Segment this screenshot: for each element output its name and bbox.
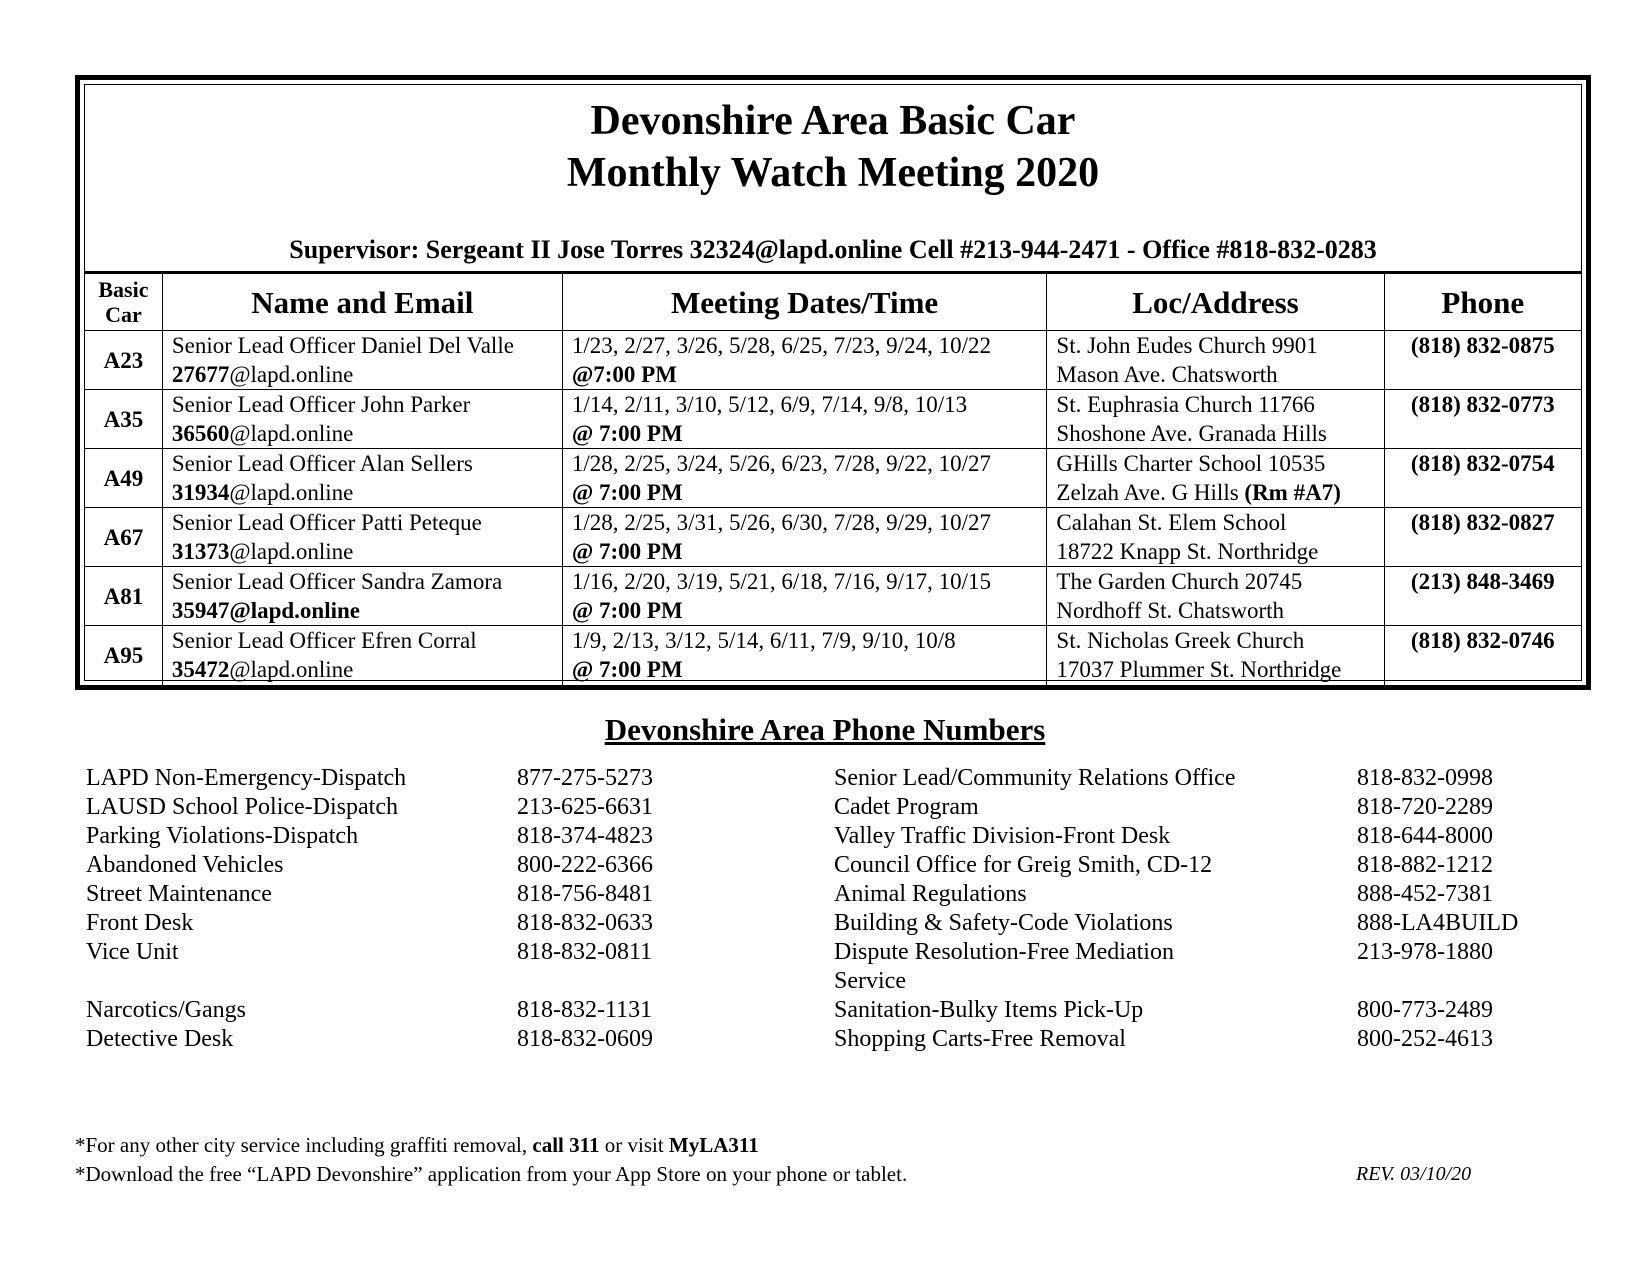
phone-numbers-left bbox=[517, 764, 653, 1054]
phone-number bbox=[517, 967, 653, 996]
officer-phone: (818) 832-0773 bbox=[1384, 390, 1581, 449]
basic-car-id: A95 bbox=[85, 626, 162, 685]
meeting-time: @7:00 PM bbox=[571, 362, 677, 387]
footer-note-311 bbox=[75, 1131, 907, 1160]
basic-car-id: A23 bbox=[85, 331, 162, 390]
location-line-1: The Garden Church 20745 bbox=[1056, 569, 1303, 594]
officer-cell bbox=[162, 331, 562, 390]
phone-number: 213-625-6631 bbox=[517, 794, 653, 820]
supervisor-info: Supervisor: Sergeant II Jose Torres 32324@lapd.online Cell #213-944-2471 - Office #818-832-0283 bbox=[289, 235, 1377, 264]
table-row bbox=[85, 390, 1581, 449]
meeting-cell bbox=[562, 449, 1047, 508]
officer-email-id: 36560 bbox=[171, 421, 230, 446]
officer-email-id: 31934 bbox=[171, 480, 230, 505]
officer-email-domain: @lapd.online bbox=[229, 421, 354, 446]
meeting-cell bbox=[562, 390, 1047, 449]
phone-number: 818-756-8481 bbox=[517, 881, 653, 907]
location-cell bbox=[1047, 567, 1384, 626]
phone-label: Senior Lead/Community Relations Office bbox=[834, 765, 1236, 791]
officer-phone: (818) 832-0827 bbox=[1384, 508, 1581, 567]
phone-label: LAUSD School Police-Dispatch bbox=[86, 794, 398, 820]
phone-number: 800-222-6366 bbox=[517, 852, 653, 878]
meeting-schedule-inner bbox=[84, 84, 1582, 681]
meeting-cell bbox=[562, 626, 1047, 685]
officer-email bbox=[172, 655, 562, 684]
phone-label: Street Maintenance bbox=[86, 881, 272, 907]
officer-email-domain: @lapd.online bbox=[229, 480, 354, 505]
officer-email bbox=[172, 596, 562, 625]
note-311-prefix: *For any other city service including graffiti removal, bbox=[75, 1133, 533, 1157]
table-row bbox=[85, 626, 1581, 685]
location-cell bbox=[1047, 449, 1384, 508]
basic-car-table bbox=[85, 271, 1581, 685]
officer-email-id: 27677 bbox=[171, 362, 230, 387]
meeting-dates: 1/28, 2/25, 3/24, 5/26, 6/23, 7/28, 9/22, 10/27 bbox=[571, 451, 991, 476]
officer-email bbox=[172, 360, 562, 389]
phone-number: 888-LA4BUILD bbox=[1357, 910, 1519, 936]
location-street: Zelzah Ave. G Hills bbox=[1056, 480, 1245, 505]
phone-label: Dispute Resolution-Free Mediation bbox=[834, 939, 1174, 965]
officer-phone: (818) 832-0875 bbox=[1384, 331, 1581, 390]
officer-cell bbox=[162, 449, 562, 508]
phone-label: Sanitation-Bulky Items Pick-Up bbox=[834, 997, 1144, 1023]
officer-name: Senior Lead Officer Patti Peteque bbox=[171, 510, 482, 535]
basic-car-id: A81 bbox=[85, 567, 162, 626]
phone-numbers-title-text: Devonshire Area Phone Numbers bbox=[604, 712, 1046, 747]
phone-numbers-title bbox=[0, 712, 1650, 748]
phone-label: LAPD Non-Emergency-Dispatch bbox=[86, 765, 407, 791]
revision-date: REV. 03/10/20 bbox=[1356, 1163, 1472, 1185]
location-room: (Rm #A7) bbox=[1244, 480, 1341, 505]
location-line-1: St. Euphrasia Church 11766 bbox=[1056, 392, 1315, 417]
header-phone: Phone bbox=[1384, 273, 1581, 331]
location-cell bbox=[1047, 390, 1384, 449]
phone-number: 818-832-0811 bbox=[517, 939, 653, 965]
location-street: 17037 Plummer St. Northridge bbox=[1056, 657, 1342, 682]
phone-number bbox=[1357, 967, 1518, 996]
phone-label: Parking Violations-Dispatch bbox=[86, 823, 359, 849]
officer-email bbox=[172, 419, 562, 448]
phone-number: 818-832-0998 bbox=[1357, 765, 1493, 791]
meeting-time: @ 7:00 PM bbox=[571, 539, 683, 564]
location-street: Shoshone Ave. Granada Hills bbox=[1056, 421, 1327, 446]
phone-label: Animal Regulations bbox=[834, 881, 1027, 907]
location-line-1: St. John Eudes Church 9901 bbox=[1056, 333, 1318, 358]
table-header-row bbox=[85, 273, 1581, 331]
phone-label: Council Office for Greig Smith, CD-12 bbox=[834, 852, 1213, 878]
table-row bbox=[85, 449, 1581, 508]
location-line-2 bbox=[1056, 596, 1383, 625]
officer-email bbox=[172, 478, 562, 507]
officer-cell bbox=[162, 626, 562, 685]
phone-number: 888-452-7381 bbox=[1357, 881, 1493, 907]
location-line-1: Calahan St. Elem School bbox=[1056, 510, 1287, 535]
phone-number: 818-720-2289 bbox=[1357, 794, 1493, 820]
officer-phone: (213) 848-3469 bbox=[1384, 567, 1581, 626]
officer-email-domain: @lapd.online bbox=[229, 362, 354, 387]
location-line-2 bbox=[1056, 419, 1383, 448]
officer-email-domain: @lapd.online bbox=[229, 539, 354, 564]
location-line-1: St. Nicholas Greek Church bbox=[1056, 628, 1305, 653]
title-line-1: Devonshire Area Basic Car bbox=[590, 98, 1076, 144]
meeting-cell bbox=[562, 567, 1047, 626]
officer-name: Senior Lead Officer Alan Sellers bbox=[171, 451, 473, 476]
location-line-2 bbox=[1056, 537, 1383, 566]
phone-labels-right bbox=[834, 764, 1235, 1054]
phone-number: 818-374-4823 bbox=[517, 823, 653, 849]
phone-number: 818-644-8000 bbox=[1357, 823, 1493, 849]
phone-label: Service bbox=[834, 968, 906, 994]
table-row bbox=[85, 567, 1581, 626]
location-street: Mason Ave. Chatsworth bbox=[1056, 362, 1278, 387]
basic-car-id: A49 bbox=[85, 449, 162, 508]
phone-number: 818-832-1131 bbox=[517, 997, 653, 1023]
officer-phone: (818) 832-0746 bbox=[1384, 626, 1581, 685]
phone-number: 877-275-5273 bbox=[517, 765, 653, 791]
phone-label: Shopping Carts-Free Removal bbox=[834, 1026, 1126, 1052]
note-311-mid: or visit bbox=[599, 1133, 669, 1157]
footer-notes bbox=[75, 1131, 907, 1189]
meeting-dates: 1/9, 2/13, 3/12, 5/14, 6/11, 7/9, 9/10, 10/8 bbox=[571, 628, 956, 653]
phone-label: Building & Safety-Code Violations bbox=[834, 910, 1173, 936]
location-line-2 bbox=[1056, 360, 1383, 389]
officer-name: Senior Lead Officer Daniel Del Valle bbox=[171, 333, 514, 358]
location-line-2 bbox=[1056, 655, 1383, 684]
location-line-1: GHills Charter School 10535 bbox=[1056, 451, 1326, 476]
phone-number: 818-832-0609 bbox=[517, 1026, 653, 1052]
note-myla311: MyLA311 bbox=[668, 1133, 759, 1157]
officer-email bbox=[172, 537, 562, 566]
location-line-2 bbox=[1056, 478, 1383, 507]
phone-label: Front Desk bbox=[86, 910, 194, 936]
officer-name: Senior Lead Officer Efren Corral bbox=[171, 628, 477, 653]
document-title bbox=[85, 95, 1581, 199]
note-call-311: call 311 bbox=[532, 1133, 600, 1157]
officer-phone: (818) 832-0754 bbox=[1384, 449, 1581, 508]
basic-car-id: A67 bbox=[85, 508, 162, 567]
officer-cell bbox=[162, 567, 562, 626]
location-cell bbox=[1047, 508, 1384, 567]
meeting-dates: 1/23, 2/27, 3/26, 5/28, 6/25, 7/23, 9/24, 10/22 bbox=[571, 333, 991, 358]
officer-email-id: 35472 bbox=[171, 657, 230, 682]
meeting-dates: 1/16, 2/20, 3/19, 5/21, 6/18, 7/16, 9/17, 10/15 bbox=[571, 569, 991, 594]
header-basic-car bbox=[85, 273, 162, 331]
officer-name: Senior Lead Officer John Parker bbox=[171, 392, 471, 417]
location-street: Nordhoff St. Chatsworth bbox=[1056, 598, 1285, 623]
basic-car-id: A35 bbox=[85, 390, 162, 449]
meeting-time: @ 7:00 PM bbox=[571, 657, 683, 682]
header-name-email: Name and Email bbox=[162, 273, 562, 331]
officer-cell bbox=[162, 390, 562, 449]
phone-number: 800-773-2489 bbox=[1357, 997, 1493, 1023]
meeting-time: @ 7:00 PM bbox=[571, 421, 683, 446]
phone-number: 818-832-0633 bbox=[517, 910, 653, 936]
phone-label: Abandoned Vehicles bbox=[86, 852, 284, 878]
meeting-cell bbox=[562, 331, 1047, 390]
phone-label: Detective Desk bbox=[86, 1026, 234, 1052]
phone-label: Valley Traffic Division-Front Desk bbox=[834, 823, 1171, 849]
phone-number: 213-978-1880 bbox=[1357, 939, 1493, 965]
meeting-time: @ 7:00 PM bbox=[571, 480, 683, 505]
meeting-cell bbox=[562, 508, 1047, 567]
phone-numbers-right bbox=[1357, 764, 1518, 1054]
header-basic-car-line2: Car bbox=[105, 302, 142, 327]
header-basic-car-line1: Basic bbox=[98, 277, 149, 302]
footer-note-app: *Download the free “LAPD Devonshire” application from your App Store on your phone or tablet. bbox=[75, 1162, 908, 1186]
meeting-dates: 1/28, 2/25, 3/31, 5/26, 6/30, 7/28, 9/29, 10/27 bbox=[571, 510, 991, 535]
phone-label: Cadet Program bbox=[834, 794, 979, 820]
phone-number: 800-252-4613 bbox=[1357, 1026, 1493, 1052]
location-street: 18722 Knapp St. Northridge bbox=[1056, 539, 1319, 564]
officer-email-domain: @lapd.online bbox=[229, 657, 354, 682]
phone-label: Narcotics/Gangs bbox=[86, 997, 246, 1023]
header-meeting-dates: Meeting Dates/Time bbox=[562, 273, 1047, 331]
phone-label bbox=[86, 967, 406, 996]
header-location: Loc/Address bbox=[1047, 273, 1384, 331]
location-cell bbox=[1047, 626, 1384, 685]
officer-cell bbox=[162, 508, 562, 567]
meeting-schedule-box bbox=[75, 75, 1591, 690]
phone-label: Vice Unit bbox=[86, 939, 179, 965]
officer-email-id: 35947 bbox=[171, 598, 230, 623]
title-line-2: Monthly Watch Meeting 2020 bbox=[566, 150, 1100, 196]
table-row bbox=[85, 508, 1581, 567]
location-cell bbox=[1047, 331, 1384, 390]
table-row bbox=[85, 331, 1581, 390]
phone-labels-left bbox=[86, 764, 406, 1054]
meeting-dates: 1/14, 2/11, 3/10, 5/12, 6/9, 7/14, 9/8, 10/13 bbox=[571, 392, 968, 417]
phone-number: 818-882-1212 bbox=[1357, 852, 1493, 878]
officer-email-id: 31373 bbox=[171, 539, 230, 564]
officer-email-domain: @lapd.online bbox=[229, 598, 361, 623]
meeting-time: @ 7:00 PM bbox=[571, 598, 683, 623]
officer-name: Senior Lead Officer Sandra Zamora bbox=[171, 569, 503, 594]
